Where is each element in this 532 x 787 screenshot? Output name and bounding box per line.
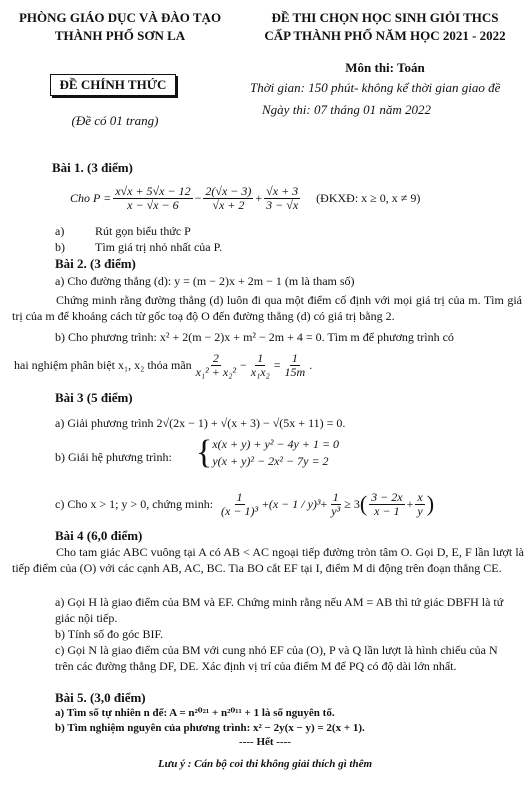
exam-subject: Môn thi: Toán [345,60,425,75]
bai1-fraction-2: $\frac{2(√x - 3)}{√x + 2}$ [205,183,252,212]
bai3-a-text: a) Giải phương trình 2√(2x − 1) + √(x + 3) − √(5x + 11) = 0. [55,416,346,430]
bai2-fraction-2: $\frac{1}{\text{x₁x₂}}$ [250,350,270,379]
exam-title-1: ĐỀ THI CHỌN HỌC SINH GIỎI THCS [271,10,499,25]
bai1-b-label: b) [55,240,65,254]
bai5-title: Bài 5. (3,0 điểm) [55,690,146,705]
department-line-2: THÀNH PHỐ SƠN LA [54,28,186,43]
bai3-c-fraction-2: $\frac{1}{\text{y³}}$ [331,489,341,518]
bai1-expression: Cho P = $\frac{x√x + 5√x - 12}{x - √x - 6}$ − $\frac{2(√x - 3)}{√x + 2}$ + $\frac{√x + 3}{3 - √x}$ (ĐKXĐ: x ≥ 0, x ≠ 9) [70,183,421,212]
bai1-fraction-3: $\frac{√x + 3}{3 - √x}$ [266,183,299,212]
bai3-system [196,436,339,470]
exam-date: Ngày thi: 07 tháng 01 năm 2022 [262,102,431,117]
bai3-c-fraction-1: $\frac{1}{\text{(x − 1)³}}$ [221,489,259,518]
bai4-part-c: c) Gọi N là giao điểm của BM với cung nhỏ EF của (O), P và Q lần lượt là hình chiếu của N trên các đường thẳng DF, DE. Xác định vị trí của điểm M để PQ có độ dài lớn nhất. [55,643,498,673]
bai2-a-line: a) Cho đường thẳng (d): y = (m − 2)x + 2m − 1 (m là tham số) [55,274,355,288]
bai2-b-line: b) Cho phương trình: x² + 2(m − 2)x + m² − 2m + 4 = 0. Tìm m để phương trình có [55,330,454,344]
bai3-b-label: b) Giải hệ phương trình: [55,450,172,464]
department-line-1: PHÒNG GIÁO DỤC VÀ ĐÀO TẠO [18,10,222,25]
bai3-c-power: (x − 1 / y)³ [268,496,321,511]
bai4-title: Bài 4 (6,0 điểm) [55,528,143,543]
bai4-part-a: a) Gọi H là giao điểm của BM và EF. Chứng minh rằng nếu AM = AB thì tứ giác DBFH là tứ giác nội tiếp. [55,595,504,625]
bai3-brace: { [196,434,213,471]
bai2-fraction-1: $\frac{2}{\text{x₁² + x₂²}}$ [195,350,236,379]
bai2-fraction-3: $\frac{1}{15m}$ [284,350,306,379]
bai2-a-paragraph: Chứng minh rằng đường thẳng (d) luôn đi qua một điểm cố định với mọi giá trị của m. Tìm giá trị của m để khoảng cách từ gốc toạ độ O đến đường thẳng (d) có giá trị bằng 2. [12,293,522,323]
bai5-part-b: b) Tìm nghiệm nguyên của phương trình: x² − 2y(x − y) = 2(x + 1). [55,722,365,734]
bai1-fraction-1: $\frac{x√x + 5√x - 12}{x - √x - 6}$ [115,183,191,212]
bai1-b-text: Tìm giá trị nhỏ nhất của P. [95,240,222,254]
proctor-note: Lưu ý : Cán bộ coi thi không giải thích gì thêm [157,758,373,770]
end-marker: ---- Hết ---- [239,736,291,748]
bai4-part-b: b) Tính số đo góc BIF. [55,627,164,641]
bai1-a-label: a) [55,224,65,238]
bai1-dkxd: (ĐKXĐ: x ≥ 0, x ≠ 9) [316,190,421,205]
official-label: ĐỀ CHÍNH THỨC [59,77,167,92]
bai1-a-text: Rút gọn biểu thức P [95,224,191,238]
bai3-c-fraction-4: $\frac{x}{y}$ [417,489,423,518]
pages-note: (Đề có 01 trang) [71,113,159,128]
bai3-c-inequality: c) Cho x > 1; y > 0, chứng minh: $\frac{1}{\text{(x − 1)³}}$ + (x − 1 / y)³ + $\frac{1}{\text{y³}}$ ≥ 3 ( $\frac{3 - 2x}{x - 1}$ + $\frac{x}{y}$ ) [55,489,435,518]
bai3-eq2: y(x + y)² − 2x² − 7y = 2 [212,454,329,468]
official-label-box [50,74,176,96]
exam-title-2: CẤP THÀNH PHỐ NĂM HỌC 2021 - 2022 [264,28,506,43]
bai3-eq1: x(x + y) + y² − 4y + 1 = 0 [212,437,340,451]
bai1-title: Bài 1. (3 điểm) [52,160,133,175]
bai5-part-a: a) Tìm số tự nhiên n để: A = n²⁰²¹ + n²⁰¹¹ + 1 là số nguyên tố. [55,707,335,719]
bai3-title: Bài 3 (5 điểm) [55,390,133,405]
bai2-b-condition: hai nghiệm phân biệt x₁, x₂ thỏa mãn $\frac{2}{\text{x₁² + x₂²}}$ − $\frac{1}{\text{x₁x₂}}$ = $\frac{1}{15m}$ . [14,350,313,379]
bai3-c-fraction-3: $\frac{3 - 2x}{x - 1}$ [371,489,403,518]
bai4-intro: Cho tam giác ABC vuông tại A có AB < AC ngoại tiếp đường tròn tâm O. Gọi D, E, F lần lượt là tiếp điểm của (O) với các cạnh AB, AC, BC. Tia BO cắt EF tại I, điểm M di động trên đoạn thẳng CE. [12,545,524,575]
exam-time: Thời gian: 150 phút- không kể thời gian giao đề [250,80,501,95]
bai2-title: Bài 2. (3 điểm) [55,256,136,271]
bai1-cho-p: Cho P = [70,190,112,205]
